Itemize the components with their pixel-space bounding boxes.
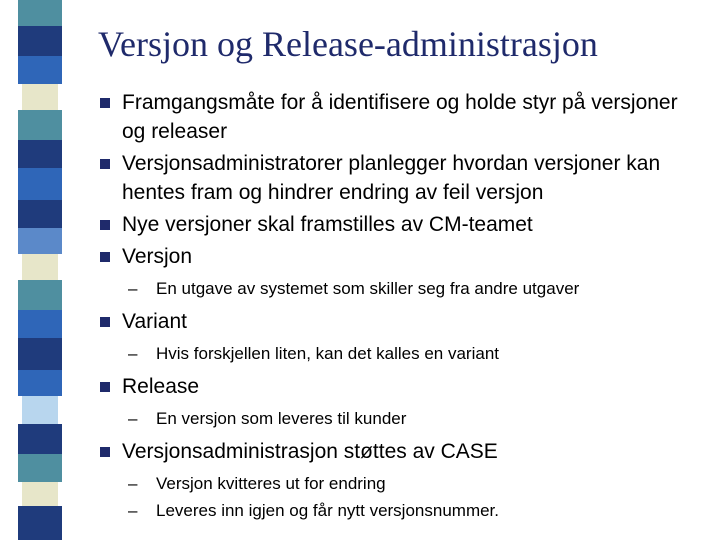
dash-marker: – [128, 344, 138, 363]
bullet-text: Framgangsmåte for å identifisere og holde styr på versjoner og releaser [122, 91, 678, 143]
bullet-text: En utgave av systemet som skiller seg fra andre utgaver [156, 279, 580, 298]
square-bullet-icon [100, 317, 110, 327]
bullet-text: Hvis forskjellen liten, kan det kalles en variant [156, 344, 499, 363]
bullet-text: Versjon kvitteres ut for endring [156, 474, 386, 493]
sub-bullet-item [100, 277, 705, 301]
dash-marker: – [128, 409, 138, 428]
bullet-item [100, 372, 705, 401]
bullet-text: En versjon som leveres til kunder [156, 409, 407, 428]
square-bullet-icon [100, 159, 110, 169]
bullet-item [100, 242, 705, 271]
bullet-text: Versjonsadministratorer planlegger hvordan versjoner kan hentes fram og hindrer endring av feil versjon [122, 152, 661, 204]
bullet-item [100, 149, 705, 207]
sub-bullet-item [100, 499, 705, 523]
bullet-text: Versjon [122, 245, 193, 268]
dash-marker: – [128, 474, 138, 493]
bullet-list [100, 88, 705, 523]
bullet-text: Variant [122, 310, 187, 333]
dash-marker: – [128, 501, 138, 520]
slide-title: Versjon og Release-administrasjon [98, 24, 598, 64]
bullet-item [100, 88, 705, 146]
sub-bullet-item [100, 472, 705, 496]
dash-marker: – [128, 279, 138, 298]
bullet-text: Release [122, 375, 200, 398]
square-bullet-icon [100, 447, 110, 457]
sub-bullet-item [100, 342, 705, 366]
bullet-text: Leveres inn igjen og får nytt versjonsnummer. [156, 501, 500, 520]
decorative-stripe [0, 0, 80, 540]
bullet-item [100, 210, 705, 239]
square-bullet-icon [100, 220, 110, 230]
sub-bullet-item [100, 407, 705, 431]
bullet-text: Versjonsadministrasjon støttes av CASE [122, 440, 498, 463]
bullet-item [100, 307, 705, 336]
square-bullet-icon [100, 382, 110, 392]
square-bullet-icon [100, 252, 110, 262]
bullet-text: Nye versjoner skal framstilles av CM-teamet [122, 213, 533, 236]
bullet-item [100, 437, 705, 466]
square-bullet-icon [100, 98, 110, 108]
